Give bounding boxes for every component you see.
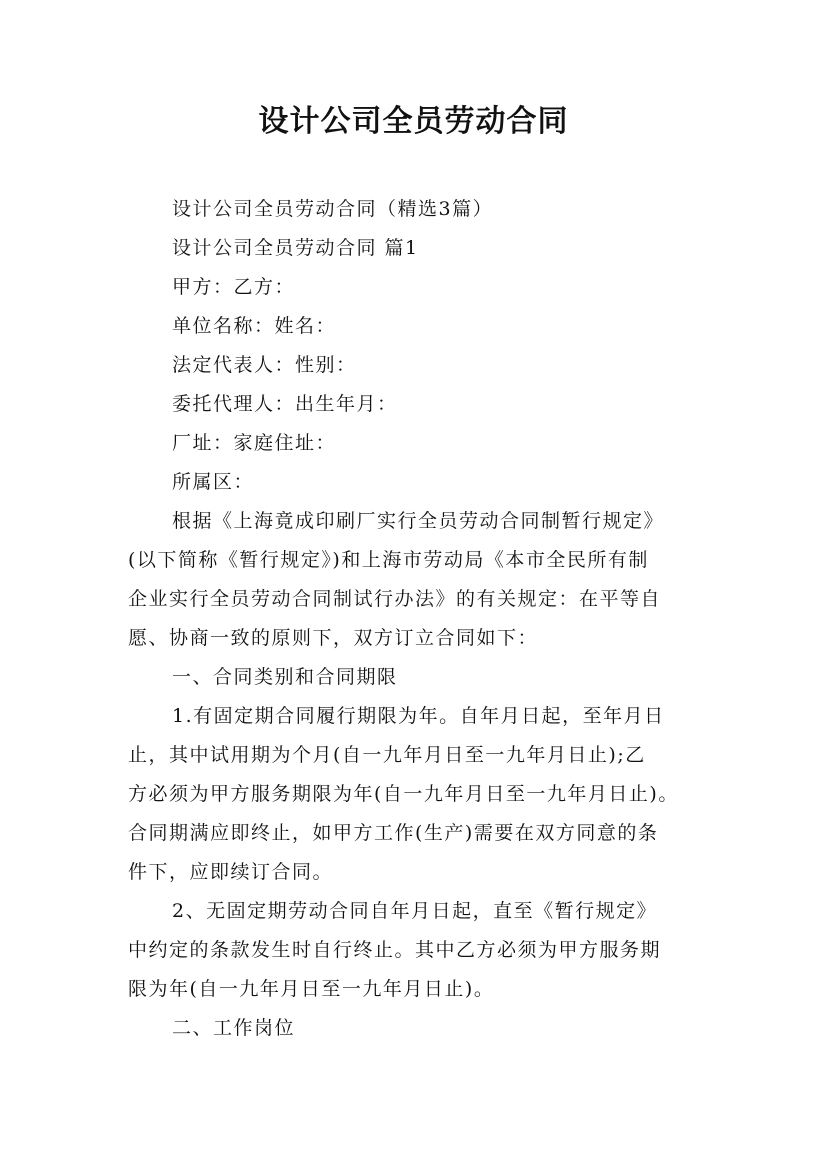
paragraph-line: 根据《上海竟成印刷厂实行全员劳动合同制暂行规定》 xyxy=(172,510,665,532)
paragraph-line: 甲方：乙方： xyxy=(172,276,296,298)
paragraph-line: 中约定的条款发生时自行终止。其中乙方必须为甲方服务期 xyxy=(128,939,662,961)
paragraph-line: 厂址：家庭住址： xyxy=(172,432,337,454)
paragraph-line: 愿、协商一致的原则下，双方订立合同如下： xyxy=(128,627,539,649)
paragraph-line: 2、无固定期劳动合同自年月日起，直至《暂行规定》 xyxy=(172,900,658,922)
paragraph-line: 单位名称：姓名： xyxy=(172,315,337,337)
paragraph-line: 件下，应即续订合同。 xyxy=(128,861,334,883)
document-title: 设计公司全员劳动合同 xyxy=(258,104,569,139)
paragraph-line: 止，其中试用期为个月(自一九年月日至一九年月日止);乙 xyxy=(128,744,646,766)
paragraph-line: 合同期满应即终止，如甲方工作(生产)需要在双方同意的条 xyxy=(128,822,659,844)
section-heading: 二、工作岗位 xyxy=(172,1017,296,1039)
paragraph-line: 所属区： xyxy=(172,471,255,493)
paragraph-line: 方必须为甲方服务期限为年(自一九年月日至一九年月日止)。 xyxy=(128,783,679,805)
paragraph-line: 1.有固定期合同履行期限为年。自年月日起，至年月日 xyxy=(172,705,665,727)
paragraph-line: 企业实行全员劳动合同制试行办法》的有关规定：在平等自 xyxy=(128,588,662,610)
paragraph-line: (以下简称《暂行规定》)和上海市劳动局《本市全民所有制 xyxy=(128,549,649,571)
paragraph-line: 限为年(自一九年月日至一九年月日止)。 xyxy=(128,978,495,1000)
paragraph-line: 设计公司全员劳动合同 篇1 xyxy=(172,237,419,259)
document-body xyxy=(128,190,728,1048)
paragraph-line: 设计公司全员劳动合同（精选3篇） xyxy=(172,198,494,220)
paragraph-line: 法定代表人：性别： xyxy=(172,354,357,376)
paragraph-line: 委托代理人：出生年月： xyxy=(172,393,398,415)
section-heading: 一、合同类别和合同期限 xyxy=(172,666,398,688)
